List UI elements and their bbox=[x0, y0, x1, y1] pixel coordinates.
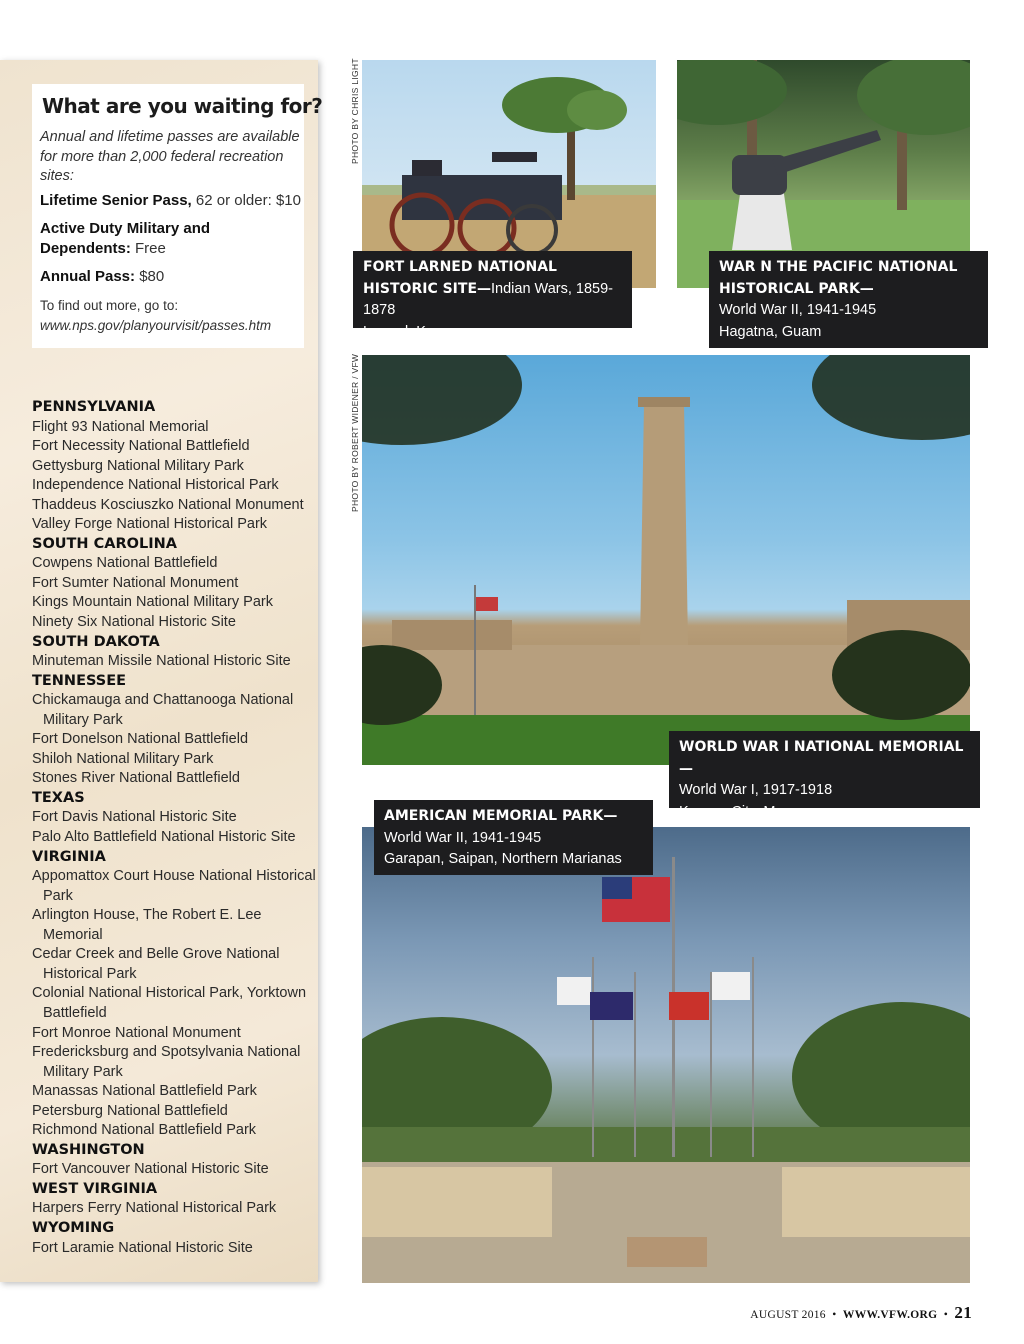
state-heading: SOUTH CAROLINA bbox=[32, 535, 177, 552]
site-item: Colonial National Historical Park, Yorktown Battlefield bbox=[32, 985, 307, 1021]
state-heading: SOUTH DAKOTA bbox=[32, 633, 160, 650]
site-item: Cowpens National Battlefield bbox=[32, 555, 218, 572]
site-item: Flight 93 National Memorial bbox=[32, 418, 209, 435]
state-group bbox=[32, 1180, 316, 1219]
passes-title: What are you waiting for? bbox=[42, 94, 323, 118]
site-item: Independence National Historical Park bbox=[32, 477, 279, 494]
site-item: Shiloh National Military Park bbox=[32, 750, 214, 767]
site-item: Minuteman Missile National Historic Site bbox=[32, 653, 291, 670]
state-site-list bbox=[32, 398, 316, 1258]
site-item: Fort Laramie National Historic Site bbox=[32, 1239, 253, 1256]
site-item: Fredericksburg and Spotsylvania National Military Park bbox=[32, 1044, 301, 1080]
state-heading: WEST VIRGINIA bbox=[32, 1180, 158, 1197]
passes-box bbox=[32, 84, 323, 348]
state-group bbox=[32, 535, 316, 633]
state-group bbox=[32, 848, 316, 1141]
state-heading: PENNSYLVANIA bbox=[32, 399, 156, 415]
more-info-text: To find out more, go to: bbox=[40, 298, 179, 313]
state-group bbox=[32, 1141, 316, 1180]
state-heading: TENNESSEE bbox=[32, 672, 127, 689]
state-heading: WASHINGTON bbox=[32, 1141, 145, 1158]
site-item: Palo Alto Battlefield National Historic Site bbox=[32, 829, 296, 846]
site-item: Ninety Six National Historic Site bbox=[32, 614, 236, 631]
state-group bbox=[32, 398, 316, 535]
site-item: Fort Necessity National Battlefield bbox=[32, 438, 250, 455]
caption-war-in-the-pacific: WAR N THE PACIFIC NATIONAL HISTORICAL PARK— World War II, 1941-1945 Hagatna, Guam bbox=[709, 251, 988, 348]
park-illustration bbox=[362, 827, 970, 1283]
site-item: Fort Donelson National Battlefield bbox=[32, 731, 249, 748]
page-number: 21 bbox=[954, 1303, 972, 1322]
site-item: Gettysburg National Military Park bbox=[32, 457, 244, 474]
site-item: Kings Mountain National Military Park bbox=[32, 594, 273, 611]
caption-american-memorial-park: AMERICAN MEMORIAL PARK— World War II, 1941-1945 Garapan, Saipan, Northern Marianas bbox=[374, 800, 653, 875]
senior-pass: Lifetime Senior Pass, 62 or older: $10 bbox=[40, 192, 301, 209]
photo-wwi-memorial bbox=[362, 355, 970, 765]
site-item: Fort Vancouver National Historic Site bbox=[32, 1161, 269, 1178]
photo-credit-chris-light: PHOTO BY CHRIS LIGHT bbox=[350, 58, 360, 164]
site-item: Fort Davis National Historic Site bbox=[32, 809, 237, 826]
passes-intro: Annual and lifetime passes are available for more than 2,000 federal recreation sites: bbox=[40, 129, 300, 184]
site-item: Manassas National Battlefield Park bbox=[32, 1083, 257, 1100]
state-heading: TEXAS bbox=[32, 789, 85, 806]
footer-website[interactable]: WWW.VFW.ORG bbox=[842, 1309, 938, 1321]
annual-pass: Annual Pass: $80 bbox=[40, 268, 165, 285]
state-group bbox=[32, 1219, 316, 1258]
sidebar-parchment bbox=[0, 60, 323, 1282]
site-item: Thaddeus Kosciuszko National Monument bbox=[32, 496, 304, 513]
footer-issue: AUGUST 2016 bbox=[750, 1309, 826, 1321]
photo-credit-robert-widener: PHOTO BY ROBERT WIDENER / VFW bbox=[350, 353, 360, 512]
state-heading: WYOMING bbox=[32, 1219, 115, 1236]
site-item: Petersburg National Battlefield bbox=[32, 1102, 228, 1119]
site-item: Richmond National Battlefield Park bbox=[32, 1122, 257, 1139]
military-pass: Active Duty Military and Dependents: Free bbox=[40, 220, 211, 257]
photo-american-memorial-park bbox=[362, 827, 970, 1283]
memorial-illustration bbox=[362, 355, 970, 765]
site-item: Stones River National Battlefield bbox=[32, 770, 240, 787]
state-group bbox=[32, 789, 316, 848]
caption-wwi-memorial: WORLD WAR I NATIONAL MEMORIAL— World War I, 1917-1918 Kansas City, Mo. bbox=[669, 731, 980, 808]
site-item: Harpers Ferry National Historical Park bbox=[32, 1200, 277, 1217]
site-item: Appomattox Court House National Historical Park bbox=[32, 868, 316, 904]
site-item: Fort Sumter National Monument bbox=[32, 574, 239, 591]
state-heading: VIRGINIA bbox=[32, 848, 106, 865]
state-group bbox=[32, 633, 316, 672]
passes-url[interactable]: www.nps.gov/planyourvisit/passes.htm bbox=[40, 318, 272, 333]
site-item: Fort Monroe National Monument bbox=[32, 1024, 241, 1041]
caption-fort-larned: FORT LARNED NATIONAL HISTORIC SITE—Indian Wars, 1859-1878 Larned, Kan bbox=[353, 251, 632, 328]
site-item: Arlington House, The Robert E. Lee Memorial bbox=[32, 907, 262, 943]
page-footer: AUGUST 2016 • WWW.VFW.ORG • 21 bbox=[750, 1303, 972, 1322]
state-group bbox=[32, 672, 316, 789]
site-item: Chickamauga and Chattanooga National Military Park bbox=[32, 692, 294, 728]
site-item: Cedar Creek and Belle Grove National Historical Park bbox=[32, 946, 280, 982]
site-item: Valley Forge National Historical Park bbox=[32, 516, 268, 533]
